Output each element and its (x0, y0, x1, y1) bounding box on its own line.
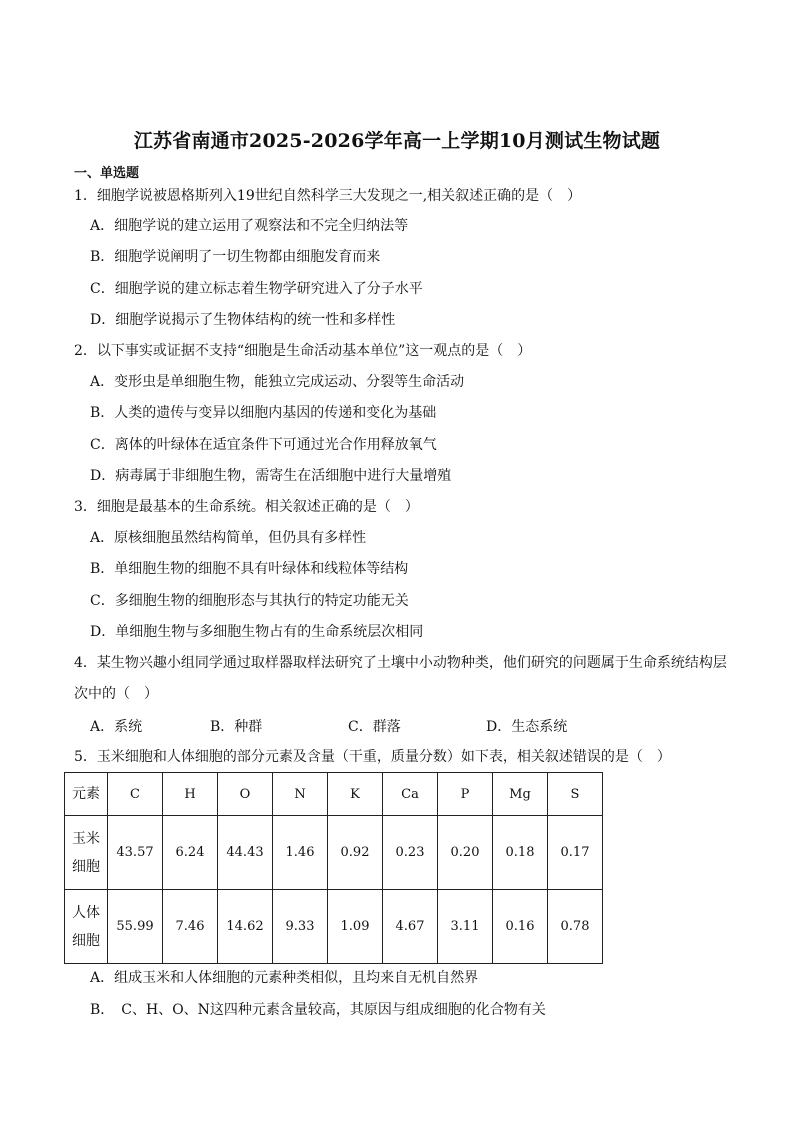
question-1-stem: 1．细胞学说被恩格斯列入19世纪自然科学三大发现之一,相关叙述正确的是（ ） (74, 188, 582, 204)
table-header-cell: S (548, 773, 603, 816)
question-2-stem: 2．以下事实或证据不支持“细胞是生命活动基本单位”这一观点的是（ ） (74, 343, 532, 359)
table-header-cell: P (438, 773, 493, 816)
table-cell: 3.11 (438, 890, 493, 964)
table-cell: 14.62 (218, 890, 273, 964)
question-3-option-d: D．单细胞生物与多细胞生物占有的生命系统层次相同 (90, 624, 424, 640)
table-header-cell: O (218, 773, 273, 816)
question-3-option-b: B．单细胞生物的细胞不具有叶绿体和线粒体等结构 (90, 561, 409, 577)
question-3-option-a: A．原核细胞虽然结构简单，但仍具有多样性 (90, 530, 367, 546)
question-4-option-c: C．群落 (348, 719, 401, 735)
table-cell: 1.09 (328, 890, 383, 964)
table-header-cell: C (108, 773, 163, 816)
question-4-option-d: D．生态系统 (486, 719, 568, 735)
table-cell: 1.46 (273, 816, 328, 890)
table-cell: 0.16 (493, 890, 548, 964)
row-label-line-1: 玉米 (72, 830, 100, 847)
question-2-option-b: B．人类的遗传与变异以细胞内基因的传递和变化为基础 (90, 405, 437, 421)
table-header-row (65, 773, 603, 816)
table-cell: 0.17 (548, 816, 603, 890)
question-5-option-b: B． C、H、O、N这四种元素含量较高，其原因与组成细胞的化合物有关 (90, 1002, 546, 1018)
question-1-option-a: A．细胞学说的建立运用了观察法和不完全归纳法等 (90, 218, 409, 234)
question-1-option-d: D．细胞学说揭示了生物体结构的统一性和多样性 (90, 312, 396, 328)
row-label-line-1: 人体 (72, 904, 100, 921)
table-header-cell: N (273, 773, 328, 816)
question-4-stem-line-1: 4．某生物兴趣小组同学通过取样器取样法研究了土壤中小动物种类，他们研究的问题属于生命系统结构层 (74, 655, 727, 671)
question-1-option-b: B．细胞学说阐明了一切生物都由细胞发育而来 (90, 249, 381, 265)
row-label-line-2: 细胞 (72, 858, 100, 875)
element-content-table (64, 772, 603, 964)
table-cell: 9.33 (273, 890, 328, 964)
page-title: 江苏省南通市2025-2026学年高一上学期10月测试生物试题 (133, 130, 661, 152)
table-header-cell: K (328, 773, 383, 816)
section-heading: 一、单选题 (74, 166, 140, 181)
table-cell: 44.43 (218, 816, 273, 890)
table-header-cell: Ca (383, 773, 438, 816)
question-4-options (90, 716, 650, 736)
table-cell: 55.99 (108, 890, 163, 964)
table-cell: 6.24 (163, 816, 218, 890)
table-cell: 43.57 (108, 816, 163, 890)
table-cell: 0.92 (328, 816, 383, 890)
row-label-line-2: 细胞 (72, 932, 100, 949)
table-cell: 0.78 (548, 890, 603, 964)
table-cell: 0.20 (438, 816, 493, 890)
table-cell: 4.67 (383, 890, 438, 964)
question-2-option-c: C．离体的叶绿体在适宜条件下可通过光合作用释放氧气 (90, 437, 437, 453)
question-1-option-c: C．细胞学说的建立标志着生物学研究进入了分子水平 (90, 281, 423, 297)
table-header-cell: Mg (493, 773, 548, 816)
question-4-stem-line-2: 次中的（ ） (74, 686, 158, 702)
question-5-option-a: A．组成玉米和人体细胞的元素种类相似，且均来自无机自然界 (90, 970, 479, 986)
table-row (65, 816, 603, 890)
question-4-option-b: B．种群 (210, 719, 263, 735)
table-cell: 7.46 (163, 890, 218, 964)
question-3-stem: 3．细胞是最基本的生命系统。相关叙述正确的是（ ） (74, 499, 419, 515)
row-label (65, 890, 108, 964)
question-4-option-a: A．系统 (90, 719, 143, 735)
question-3-option-c: C．多细胞生物的细胞形态与其执行的特定功能无关 (90, 593, 409, 609)
table-cell: 0.18 (493, 816, 548, 890)
table-cell: 0.23 (383, 816, 438, 890)
question-2-option-d: D．病毒属于非细胞生物，需寄生在活细胞中进行大量增殖 (90, 468, 452, 484)
table-header-label: 元素 (65, 773, 108, 816)
question-2-option-a: A．变形虫是单细胞生物，能独立完成运动、分裂等生命活动 (90, 374, 465, 390)
table-header-cell: H (163, 773, 218, 816)
table-row (65, 890, 603, 964)
row-label (65, 816, 108, 890)
question-5-stem: 5．玉米细胞和人体细胞的部分元素及含量（干重，质量分数）如下表，相关叙述错误的是（ ） (74, 749, 671, 765)
